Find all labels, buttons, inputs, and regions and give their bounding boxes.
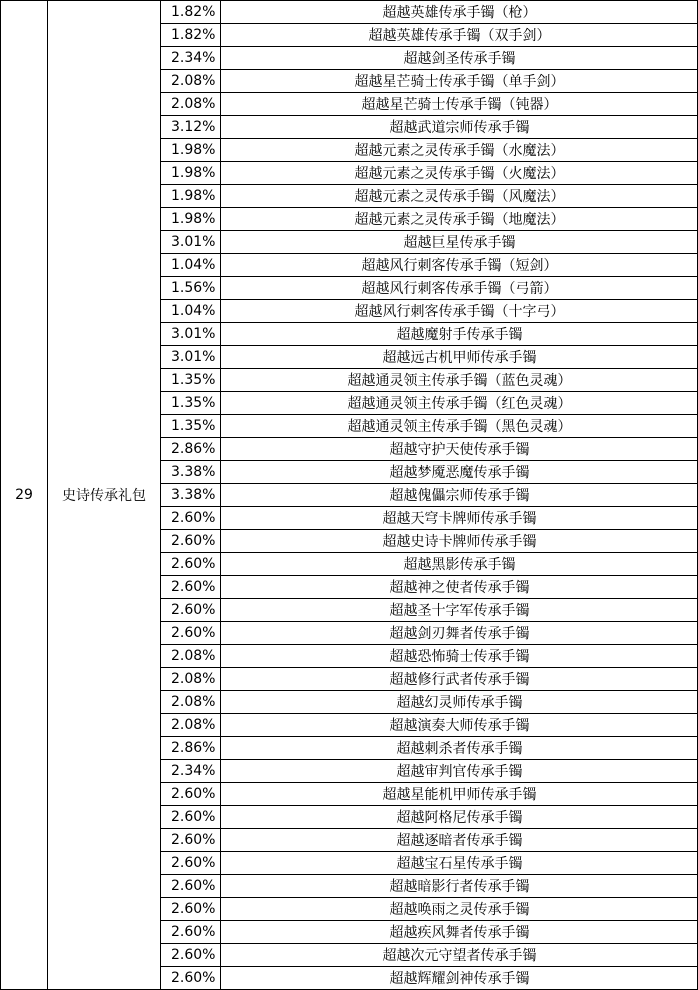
drop-rate-cell: 2.34% — [160, 46, 220, 69]
drop-rate-cell: 2.08% — [160, 69, 220, 92]
item-name-cell: 超越通灵领主传承手镯（红色灵魂） — [220, 391, 698, 414]
item-name-cell: 超越史诗卡牌师传承手镯 — [220, 529, 698, 552]
drop-rate-cell: 2.08% — [160, 644, 220, 667]
item-name-cell: 超越疾风舞者传承手镯 — [220, 920, 698, 943]
drop-rate-cell: 2.60% — [160, 782, 220, 805]
item-name-cell: 超越元素之灵传承手镯（水魔法） — [220, 138, 698, 161]
item-name-cell: 超越魔射手传承手镯 — [220, 322, 698, 345]
drop-rate-cell: 2.60% — [160, 920, 220, 943]
item-name-cell: 超越远古机甲师传承手镯 — [220, 345, 698, 368]
drop-rate-cell: 2.34% — [160, 759, 220, 782]
item-name-cell: 超越通灵领主传承手镯（黑色灵魂） — [220, 414, 698, 437]
item-name-cell: 超越逐暗者传承手镯 — [220, 828, 698, 851]
drop-rate-cell: 1.98% — [160, 184, 220, 207]
drop-rate-cell: 2.60% — [160, 828, 220, 851]
item-name-cell: 超越通灵领主传承手镯（蓝色灵魂） — [220, 368, 698, 391]
item-name-cell: 超越暗影行者传承手镯 — [220, 874, 698, 897]
drop-rate-cell: 2.60% — [160, 897, 220, 920]
item-name-cell: 超越修行武者传承手镯 — [220, 667, 698, 690]
drop-rate-cell: 2.86% — [160, 736, 220, 759]
item-name-cell: 超越恐怖骑士传承手镯 — [220, 644, 698, 667]
item-name-cell: 超越演奏大师传承手镯 — [220, 713, 698, 736]
drop-rate-cell: 3.38% — [160, 483, 220, 506]
item-name-cell: 超越天穹卡牌师传承手镯 — [220, 506, 698, 529]
drop-rate-cell: 2.60% — [160, 506, 220, 529]
drop-rate-cell: 3.38% — [160, 460, 220, 483]
item-name-cell: 超越神之使者传承手镯 — [220, 575, 698, 598]
drop-rate-cell: 3.12% — [160, 115, 220, 138]
drop-rate-cell: 2.08% — [160, 92, 220, 115]
drop-rate-cell: 2.60% — [160, 552, 220, 575]
drop-rate-cell: 2.60% — [160, 529, 220, 552]
item-name-cell: 超越宝石星传承手镯 — [220, 851, 698, 874]
drop-rate-cell: 1.35% — [160, 414, 220, 437]
item-name-cell: 超越阿格尼传承手镯 — [220, 805, 698, 828]
drop-rate-cell: 1.98% — [160, 207, 220, 230]
item-name-cell: 超越刺杀者传承手镯 — [220, 736, 698, 759]
item-name-cell: 超越星芒骑士传承手镯（单手剑） — [220, 69, 698, 92]
item-name-cell: 超越审判官传承手镯 — [220, 759, 698, 782]
item-name-cell: 超越剑刃舞者传承手镯 — [220, 621, 698, 644]
drop-rate-cell: 3.01% — [160, 345, 220, 368]
drop-rate-cell: 2.08% — [160, 713, 220, 736]
item-name-cell: 超越元素之灵传承手镯（风魔法） — [220, 184, 698, 207]
item-name-cell: 超越梦魇恶魔传承手镯 — [220, 460, 698, 483]
gift-name-cell: 史诗传承礼包 — [47, 0, 160, 989]
drop-rate-cell: 1.04% — [160, 253, 220, 276]
drop-rate-cell: 1.35% — [160, 368, 220, 391]
drop-rate-cell: 2.86% — [160, 437, 220, 460]
item-name-cell: 超越英雄传承手镯（枪） — [220, 0, 698, 23]
drop-rate-cell: 2.08% — [160, 690, 220, 713]
drop-rate-cell: 2.60% — [160, 943, 220, 966]
item-name-cell: 超越唤雨之灵传承手镯 — [220, 897, 698, 920]
drop-rate-cell: 2.60% — [160, 575, 220, 598]
item-name-cell: 超越辉耀剑神传承手镯 — [220, 966, 698, 989]
item-name-cell: 超越圣十字军传承手镯 — [220, 598, 698, 621]
drop-rate-cell: 1.82% — [160, 0, 220, 23]
item-name-cell: 超越风行刺客传承手镯（短剑） — [220, 253, 698, 276]
item-name-cell: 超越黑影传承手镯 — [220, 552, 698, 575]
item-name-cell: 超越元素之灵传承手镯（地魔法） — [220, 207, 698, 230]
item-name-cell: 超越剑圣传承手镯 — [220, 46, 698, 69]
group-number-cell: 29 — [0, 0, 47, 989]
item-name-cell: 超越次元守望者传承手镯 — [220, 943, 698, 966]
item-name-cell: 超越武道宗师传承手镯 — [220, 115, 698, 138]
drop-rate-cell: 2.60% — [160, 966, 220, 989]
drop-rate-cell: 2.60% — [160, 851, 220, 874]
drop-rate-cell: 1.35% — [160, 391, 220, 414]
item-name-cell: 超越风行刺客传承手镯（十字弓） — [220, 299, 698, 322]
item-name-cell: 超越元素之灵传承手镯（火魔法） — [220, 161, 698, 184]
drop-rate-cell: 1.82% — [160, 23, 220, 46]
item-name-cell: 超越幻灵师传承手镯 — [220, 690, 698, 713]
drop-rate-cell: 2.60% — [160, 805, 220, 828]
item-name-cell: 超越守护天使传承手镯 — [220, 437, 698, 460]
item-name-cell: 超越英雄传承手镯（双手剑） — [220, 23, 698, 46]
drop-rate-cell: 2.60% — [160, 598, 220, 621]
drop-rate-cell: 3.01% — [160, 322, 220, 345]
drop-rate-cell: 1.56% — [160, 276, 220, 299]
drop-rate-cell: 2.60% — [160, 621, 220, 644]
drop-rate-cell: 1.98% — [160, 138, 220, 161]
item-name-cell: 超越星芒骑士传承手镯（钝器） — [220, 92, 698, 115]
item-name-cell: 超越星能机甲师传承手镯 — [220, 782, 698, 805]
item-name-cell: 超越巨星传承手镯 — [220, 230, 698, 253]
drop-rate-cell: 2.08% — [160, 667, 220, 690]
drop-rate-cell: 3.01% — [160, 230, 220, 253]
item-name-cell: 超越风行刺客传承手镯（弓箭） — [220, 276, 698, 299]
drop-rate-cell: 2.60% — [160, 874, 220, 897]
item-name-cell: 超越傀儡宗师传承手镯 — [220, 483, 698, 506]
drop-rate-cell: 1.04% — [160, 299, 220, 322]
drop-rate-cell: 1.98% — [160, 161, 220, 184]
